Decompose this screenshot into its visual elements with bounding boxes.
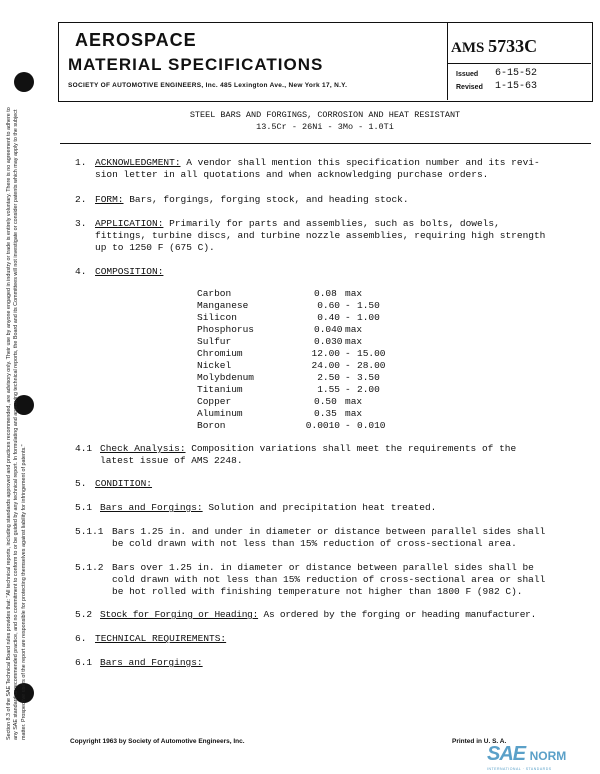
header-divider-date	[447, 63, 591, 64]
composition-min: 0.40	[317, 312, 340, 323]
section-3-heading: APPLICATION:	[95, 218, 164, 229]
composition-element: Silicon	[197, 312, 237, 323]
society-address: SOCIETY OF AUTOMOTIVE ENGINEERS, Inc. 485 Lexington Ave., New York 17, N.Y.	[68, 82, 348, 89]
composition-element: Chromium	[197, 348, 243, 359]
section-1-number: 1.	[75, 157, 87, 168]
composition-separator: -	[345, 312, 351, 323]
composition-element: Sulfur	[197, 336, 232, 347]
section-3-number: 3.	[75, 218, 87, 229]
composition-max: 0.040	[314, 324, 343, 335]
title-rule	[60, 143, 591, 144]
section-5-1-1-number: 5.1.1	[75, 526, 104, 537]
logo-tagline: INTERNATIONAL · STANDARDS	[487, 767, 552, 771]
section-3-text-3: up to 1250 F (675 C).	[95, 242, 215, 253]
composition-max: 0.030	[314, 336, 343, 347]
composition-element: Nickel	[197, 360, 232, 371]
ams-prefix: AMS	[451, 40, 485, 56]
composition-suffix: max	[345, 324, 363, 335]
section-5-1-1-text-1: Bars 1.25 in. and under in diameter or distance between parallel sides shall	[112, 526, 546, 537]
composition-element: Boron	[197, 420, 226, 431]
section-5-1-number: 5.1	[75, 502, 93, 513]
composition-max: 1.50	[357, 300, 380, 311]
composition-suffix: max	[345, 336, 363, 347]
doc-title-line1: STEEL BARS AND FORGINGS, CORROSION AND HEAT RESISTANT	[189, 110, 461, 120]
composition-min: 24.00	[311, 360, 341, 371]
composition-separator: -	[345, 348, 351, 359]
composition-max: 0.08	[314, 288, 337, 299]
section-5-1-2-number: 5.1.2	[75, 562, 104, 573]
composition-min: 12.00	[311, 348, 341, 359]
section-5-1-text: Solution and precipitation heat treated.	[202, 502, 437, 513]
section-5-1	[100, 502, 436, 514]
section-6-1-heading: Bars and Forgings:	[100, 657, 203, 668]
section-6-heading: TECHNICAL REQUIREMENTS:	[95, 633, 227, 644]
section-3-text-1: Primarily for parts and assemblies, such as bolts, dowels,	[163, 218, 500, 229]
composition-max: 0.35	[314, 408, 337, 419]
header-divider	[447, 22, 448, 100]
punch-hole-top	[14, 72, 34, 92]
composition-max: 1.00	[357, 312, 380, 323]
section-3-text-2: fittings, turbine discs, and turbine nozzle assemblies, requiring high strength	[95, 230, 546, 241]
composition-max: 0.50	[314, 396, 337, 407]
sae-norm-logo	[487, 743, 567, 771]
section-6-1-number: 6.1	[75, 657, 93, 668]
section-2	[95, 194, 409, 206]
section-5-2-text: As ordered by the forging or heading manufacturer.	[258, 609, 537, 620]
section-5-1-1-text-2: be cold drawn with not less than 15% reduction of cross-sectional area.	[112, 538, 517, 549]
header-title-line2: MATERIAL SPECIFICATIONS	[68, 55, 324, 74]
section-5-1-2-text-2: cold drawn with not less than 15% reduction of cross-sectional area or shall	[112, 574, 546, 585]
composition-min: 1.55	[317, 384, 340, 395]
composition-max: 0.010	[357, 420, 386, 431]
composition-min: 0.60	[317, 300, 340, 311]
composition-suffix: max	[345, 288, 363, 299]
logo-suffix: NORM	[529, 749, 567, 763]
section-5-1-2-text-3: be hot rolled with finishing temperature not higher than 1800 F (982 C).	[112, 586, 523, 597]
composition-element: Molybdenum	[197, 372, 255, 383]
printed-in: Printed in U. S. A.	[452, 738, 507, 745]
ams-code: 5733C	[488, 36, 538, 56]
composition-separator: -	[345, 372, 351, 383]
composition-element: Carbon	[197, 288, 232, 299]
section-5-heading: CONDITION:	[95, 478, 153, 489]
copyright: Copyright 1963 by Society of Automotive Engineers, Inc.	[70, 738, 245, 745]
composition-suffix: max	[345, 408, 363, 419]
section-1	[95, 157, 595, 169]
section-6-number: 6.	[75, 633, 87, 644]
ams-number	[451, 36, 537, 57]
section-5-number: 5.	[75, 478, 87, 489]
section-4-1-heading: Check Analysis:	[100, 443, 186, 454]
doc-title-line2: 13.5Cr - 26Ni - 3Mo - 1.0Ti	[256, 122, 394, 132]
revised-label: Revised	[456, 84, 483, 91]
section-3	[95, 218, 500, 230]
section-1-heading: ACKNOWLEDGMENT:	[95, 157, 181, 168]
composition-max: 2.00	[357, 384, 380, 395]
header-title-line1: AEROSPACE	[75, 30, 197, 50]
section-5-1-2-text-1: Bars over 1.25 in. in diameter or distance between parallel sides shall be	[112, 562, 534, 573]
composition-min: 2.50	[317, 372, 340, 383]
section-2-number: 2.	[75, 194, 87, 205]
composition-element: Titanium	[197, 384, 243, 395]
section-5-2	[100, 609, 536, 621]
section-4-1-number: 4.1	[75, 443, 93, 454]
section-4-heading: COMPOSITION:	[95, 266, 164, 277]
section-1-text-2: sion letter in all quotations and when acknowledging purchase orders.	[95, 169, 489, 180]
revised-date: 1-15-63	[495, 81, 538, 92]
composition-max: 3.50	[357, 372, 380, 383]
composition-separator: -	[345, 360, 351, 371]
composition-min: 0.0010	[305, 420, 341, 431]
logo-brand: SAE	[487, 743, 526, 765]
section-1-text-1: A vendor shall mention this specification number and its revi-	[180, 157, 540, 168]
section-5-1-heading: Bars and Forgings:	[100, 502, 203, 513]
composition-element: Copper	[197, 396, 232, 407]
section-4-number: 4.	[75, 266, 87, 277]
section-2-heading: FORM:	[95, 194, 124, 205]
section-5-2-number: 5.2	[75, 609, 93, 620]
section-4-1-text-2: latest issue of AMS 2248.	[100, 455, 243, 466]
issued-label: Issued	[456, 71, 479, 78]
section-4-1	[100, 443, 516, 455]
composition-max: 15.00	[357, 348, 386, 359]
issued-date: 6-15-52	[495, 68, 538, 79]
composition-max: 28.00	[357, 360, 386, 371]
composition-element: Phosphorus	[197, 324, 255, 335]
composition-separator: -	[345, 384, 351, 395]
composition-suffix: max	[345, 396, 363, 407]
section-5-2-heading: Stock for Forging or Heading:	[100, 609, 259, 620]
section-4-1-text-1: Composition variations shall meet the requirements of the	[185, 443, 517, 454]
sae-advisory-notice: Section 8.3 of the SAE Technical Board rules provides that: "All technical reports, including standards approved and practices recommended, are advisory only. Their use by anyone engaged in industry or trade is entirely voluntary. There is no agreement to adhere to any SAE standard or recommended practice, and no commitment to conform to or be guided by any technical report. In formulating and approving technical reports, the Board and its Committees will not investigate or consider patents which may apply to the subject matter. Prospective users of the report are responsible for protecting themselves against liability for infringement of patents."	[6, 107, 27, 740]
composition-separator: -	[345, 300, 351, 311]
composition-element: Aluminum	[197, 408, 243, 419]
composition-element: Manganese	[197, 300, 249, 311]
composition-separator: -	[345, 420, 351, 431]
section-2-text: Bars, forgings, forging stock, and heading stock.	[123, 194, 409, 205]
